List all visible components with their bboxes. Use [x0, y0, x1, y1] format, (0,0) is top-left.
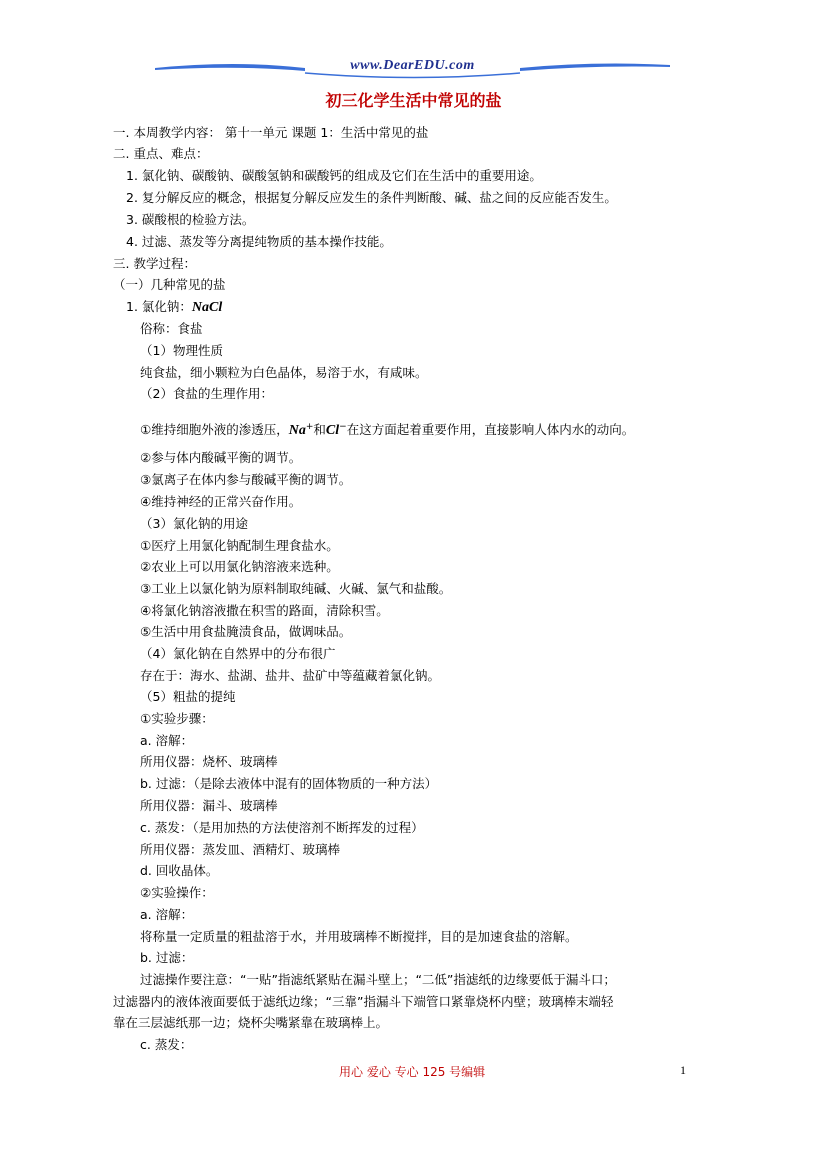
line-text: 过滤器内的液体液面要低于滤纸边缘；“三靠”指漏斗下端管口紧靠烧杯内壁；玻璃棒末端轻 — [113, 994, 614, 1009]
line-text: 俗称：食盐 — [140, 321, 203, 336]
text-line — [140, 753, 278, 771]
line-text: d. 回收晶体。 — [140, 863, 219, 878]
document-title: 初三化学生活中常见的盐 — [325, 91, 502, 110]
text-line — [140, 623, 351, 641]
line-text: ⑤生活中用食盐腌渍食品，做调味品。 — [140, 624, 352, 639]
line-text: 二. 重点、难点： — [113, 146, 209, 161]
line-text: 一. 本周教学内容： 第十一单元 课题 1：生活中常见的盐 — [113, 125, 429, 140]
text-line — [140, 949, 193, 967]
header-banner — [155, 56, 670, 86]
line-text: ③氯离子在体内参与酸碱平衡的调节。 — [140, 472, 352, 487]
text-line — [126, 211, 254, 229]
line-text: a. 溶解： — [140, 733, 194, 748]
text-line — [140, 841, 340, 859]
text-line — [140, 884, 214, 902]
line-text: ①实验步骤： — [140, 711, 214, 726]
text-line — [140, 710, 214, 728]
text-line — [140, 667, 440, 685]
line-text: ①医疗上用氯化钠配制生理食盐水。 — [140, 538, 339, 553]
line-text: 存在于：海水、盐湖、盐井、盐矿中等蕴藏着氯化钠。 — [140, 668, 441, 683]
text-line — [140, 906, 193, 924]
line-text: 1. 氯化钠： — [126, 299, 192, 314]
line-text: （3）氯化钠的用途 — [140, 516, 248, 531]
line-text: 2. 复分解反应的概念，根据复分解反应发生的条件判断酸、碱、盐之间的反应能否发生。 — [126, 190, 617, 205]
line-text: a. 溶解： — [140, 907, 194, 922]
text-line — [126, 233, 392, 251]
ion-chloride: Cl — [325, 423, 340, 439]
line-text: 所用仪器：烧杯、玻璃棒 — [140, 754, 278, 769]
line-text: c. 蒸发：（是用加热的方法使溶剂不断挥发的过程） — [140, 820, 424, 835]
text-line — [140, 645, 335, 663]
line-text: 3. 碳酸根的检验方法。 — [126, 212, 255, 227]
page-number: 1 — [680, 1063, 686, 1077]
text-line — [140, 385, 273, 403]
text-line — [113, 124, 428, 142]
text-line — [140, 537, 339, 555]
text-line — [140, 580, 451, 598]
line-text: 三. 教学过程： — [113, 256, 196, 271]
line-text-after: 在这方面起着重要作用，直接影响人体内水的动向。 — [346, 422, 635, 438]
line-text: 所用仪器：漏斗、玻璃棒 — [140, 798, 278, 813]
text-line — [140, 819, 424, 837]
text-line — [140, 558, 339, 576]
line-text: b. 过滤：（是除去液体中混有的固体物质的一种方法） — [140, 776, 438, 791]
line-text: c. 蒸发： — [140, 1037, 193, 1052]
line-text: （4）氯化钠在自然界中的分布很广 — [140, 646, 336, 661]
line-text: （2）食盐的生理作用： — [140, 386, 273, 401]
text-line — [140, 688, 235, 706]
ion-sodium: Na — [288, 423, 306, 439]
conjunction: 和 — [313, 422, 326, 438]
text-line — [113, 255, 196, 273]
text-line — [140, 493, 301, 511]
text-line — [126, 167, 542, 185]
text-line — [113, 145, 208, 163]
line-text: 靠在三层滤纸那一边；烧杯尖嘴紧靠在玻璃棒上。 — [113, 1015, 389, 1030]
ion-chloride-charge: − — [339, 422, 347, 432]
site-logo-text: www.DearEDU.com — [350, 58, 475, 73]
text-line — [140, 971, 616, 989]
text-line — [140, 862, 218, 880]
text-line — [140, 515, 248, 533]
line-text: ②农业上可以用氯化钠溶液来选种。 — [140, 559, 339, 574]
text-line — [140, 320, 203, 338]
line-text: ①维持细胞外液的渗透压， — [140, 422, 289, 438]
line-text: 1. 氯化钠、碳酸钠、碳酸氢钠和碳酸钙的组成及它们在生活中的重要用途。 — [126, 168, 542, 183]
line-text: ④维持神经的正常兴奋作用。 — [140, 494, 302, 509]
text-line — [140, 364, 428, 382]
text-line — [140, 797, 278, 815]
text-line — [126, 298, 222, 317]
text-line — [113, 276, 226, 294]
line-text: b. 过滤： — [140, 950, 194, 965]
text-line — [126, 189, 617, 207]
text-line — [113, 1014, 388, 1032]
line-text: 过滤操作要注意：“一贴”指滤纸紧贴在漏斗壁上；“二低”指滤纸的边缘要低于漏斗口； — [140, 972, 616, 987]
ion-sodium-charge: + — [305, 422, 314, 432]
line-text: （一）几种常见的盐 — [113, 277, 226, 292]
line-text: ③工业上以氯化钠为原料制取纯碱、火碱、氯气和盐酸。 — [140, 581, 452, 596]
text-line — [140, 1036, 192, 1054]
footer-text: 用心 爱心 专心 125 号编辑 — [339, 1065, 486, 1079]
text-line — [113, 993, 613, 1011]
line-text: ②参与体内酸碱平衡的调节。 — [140, 450, 302, 465]
text-line — [140, 602, 389, 620]
text-line — [140, 449, 301, 467]
text-line — [140, 471, 351, 489]
text-line — [140, 928, 578, 946]
line-text: 所用仪器：蒸发皿、酒精灯、玻璃棒 — [140, 842, 341, 857]
line-text: （1）物理性质 — [140, 343, 223, 358]
text-line — [140, 342, 223, 360]
text-line — [140, 775, 437, 793]
line-text: ④将氯化钠溶液撒在积雪的路面，清除积雪。 — [140, 603, 389, 618]
line-text: 4. 过滤、蒸发等分离提纯物质的基本操作技能。 — [126, 234, 392, 249]
line-text: 将称量一定质量的粗盐溶于水，并用玻璃棒不断搅拌，目的是加速食盐的溶解。 — [140, 929, 578, 944]
line-text: ②实验操作： — [140, 885, 214, 900]
line-text: 纯食盐，细小颗粒为白色晶体，易溶于水，有咸味。 — [140, 365, 428, 380]
chemical-formula: NaCl — [191, 300, 223, 315]
text-line — [140, 418, 634, 440]
text-line — [140, 732, 193, 750]
line-text: （5）粗盐的提纯 — [140, 689, 236, 704]
